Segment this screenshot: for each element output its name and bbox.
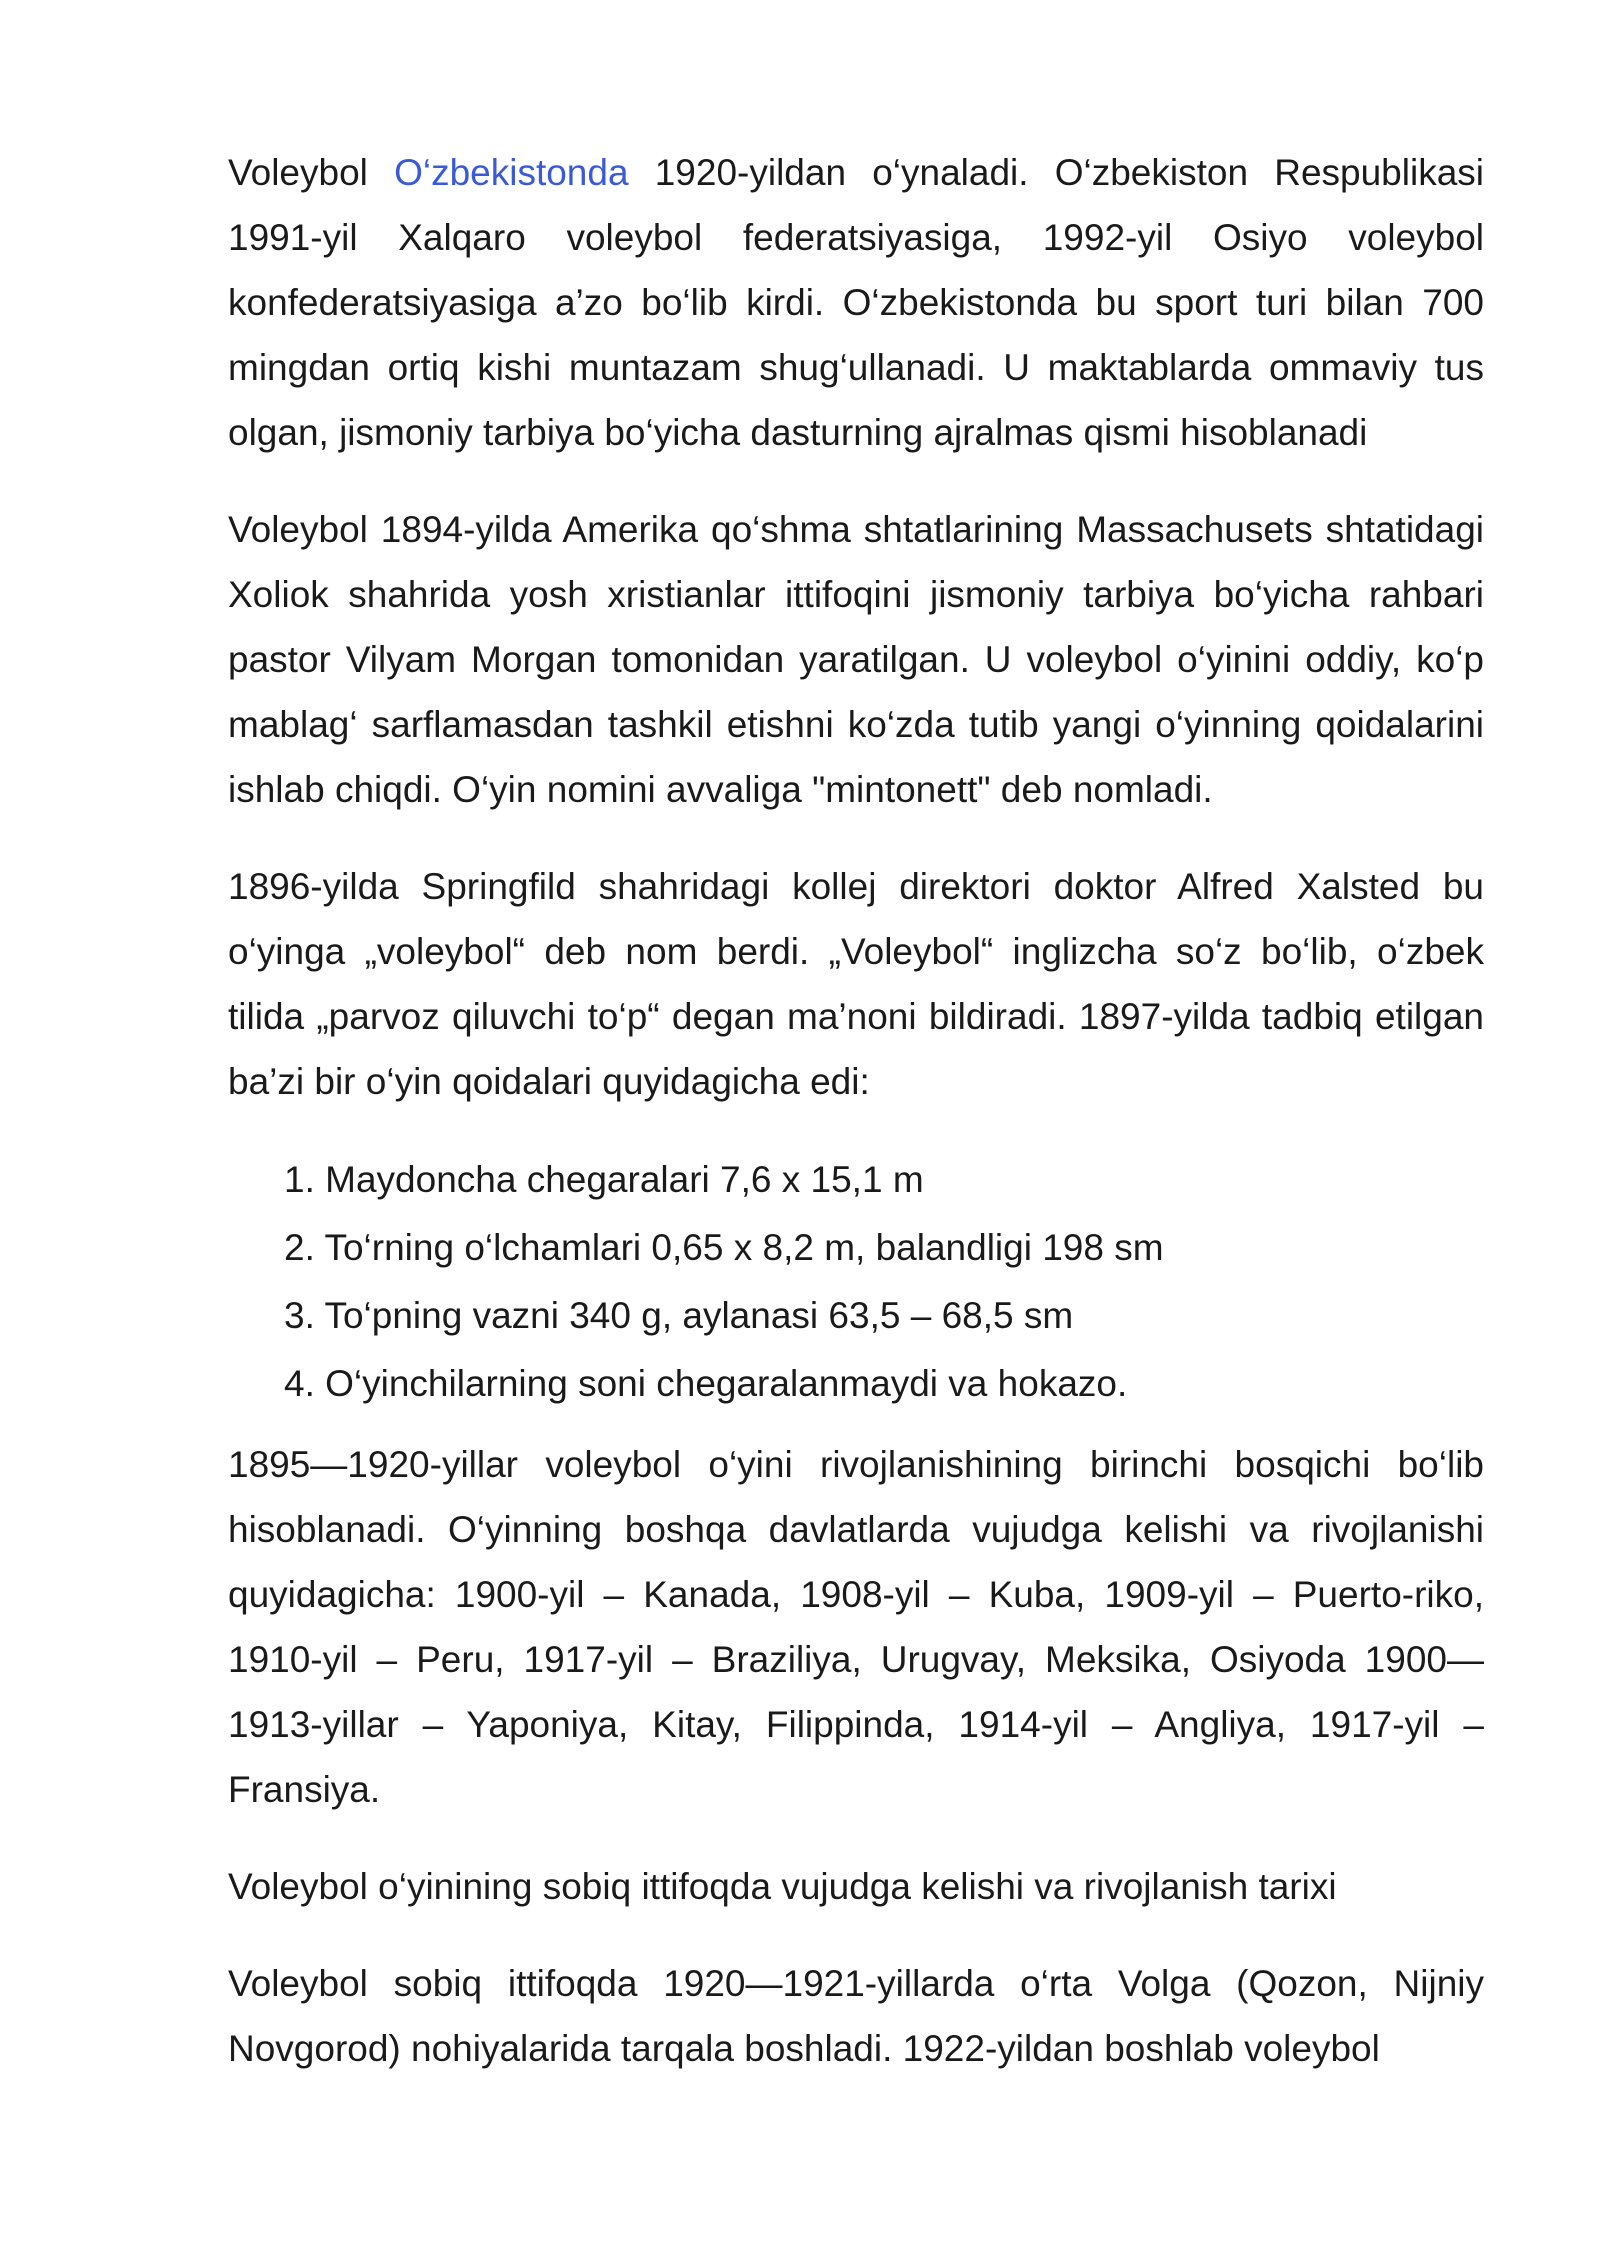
link-ozbekistonda[interactable]: O‘zbekistonda [394, 152, 629, 193]
list-item: 3. To‘pning vazni 340 g, aylanasi 63,5 – 68,5 sm [284, 1295, 1074, 1336]
paragraph-origin: Voleybol 1894-yilda Amerika qo‘shma shtatlarining Massachusets shtatidagi Xoliok shahrida yosh xristianlar ittifoqini jismoniy tarbiya bo‘yicha rahbari pastor Vilyam Morgan tomonidan yaratilgan. U voleybol o‘yinini oddiy, ko‘p mablag‘ sarflamasdan tashkil etishni ko‘zda tutib yangi o‘yinning qoidalarini ishlab chiqdi. O‘yin nomini avvaliga "mintonett" deb nomladi. [228, 509, 1484, 810]
paragraph-intro [228, 140, 1484, 465]
paragraph-naming: 1896-yilda Springfild shahridagi kollej direktori doktor Alfred Xalsted bu o‘yinga „voleybol“ deb nom berdi. „Voleybol“ inglizcha so‘z bo‘lib, o‘zbek tilida „parvoz qiluvchi to‘p“ degan ma’noni bildiradi. 1897-yilda tadbiq etilgan ba’zi bir o‘yin qoidalari quyidagicha edi: [228, 866, 1484, 1102]
paragraph-intro-rest: 1920-yildan o‘ynaladi. O‘zbekiston Respublikasi 1991-yil Xalqaro voleybol federatsiyasiga, 1992-yil Osiyo voleybol konfederatsiyasiga a’zo bo‘lib kirdi. O‘zbekistonda bu sport turi bilan 700 mingdan ortiq kishi muntazam shug‘ullanadi. U maktablarda ommaviy tus olgan, jismoniy tarbiya bo‘yicha dasturning ajralmas qismi hisoblanadi [228, 152, 1484, 453]
document-page [228, 140, 1484, 2081]
paragraph-intro-lead: Voleybol [228, 152, 395, 193]
section-heading: Voleybol o‘yinining sobiq ittifoqda vujudga kelishi va rivojlanish tarixi [228, 1866, 1337, 1907]
rules-list [228, 1146, 1484, 1418]
paragraph-soviet: Voleybol sobiq ittifoqda 1920—1921-yillarda o‘rta Volga (Qozon, Nijniy Novgorod) nohiyalarida tarqala boshladi. 1922-yildan boshlab voleybol [228, 1963, 1484, 2069]
paragraph-spread: 1895—1920-yillar voleybol o‘yini rivojlanishining birinchi bosqichi bo‘lib hisoblanadi. O‘yinning boshqa davlatlarda vujudga kelishi va rivojlanishi quyidagicha: 1900-yil – Kanada, 1908-yil – Kuba, 1909-yil – Puerto-riko, 1910-yil – Peru, 1917-yil – Braziliya, Urugvay, Meksika, Osiyoda 1900—1913-yillar – Yaponiya, Kitay, Filippinda, 1914-yil – Angliya, 1917-yil – Fransiya. [228, 1444, 1484, 1810]
list-item: 1. Maydoncha chegaralari 7,6 x 15,1 m [284, 1159, 924, 1200]
list-item: 4. O‘yinchilarning soni chegaralanmaydi va hokazo. [284, 1363, 1128, 1404]
list-item: 2. To‘rning o‘lchamlari 0,65 x 8,2 m, balandligi 198 sm [284, 1227, 1164, 1268]
